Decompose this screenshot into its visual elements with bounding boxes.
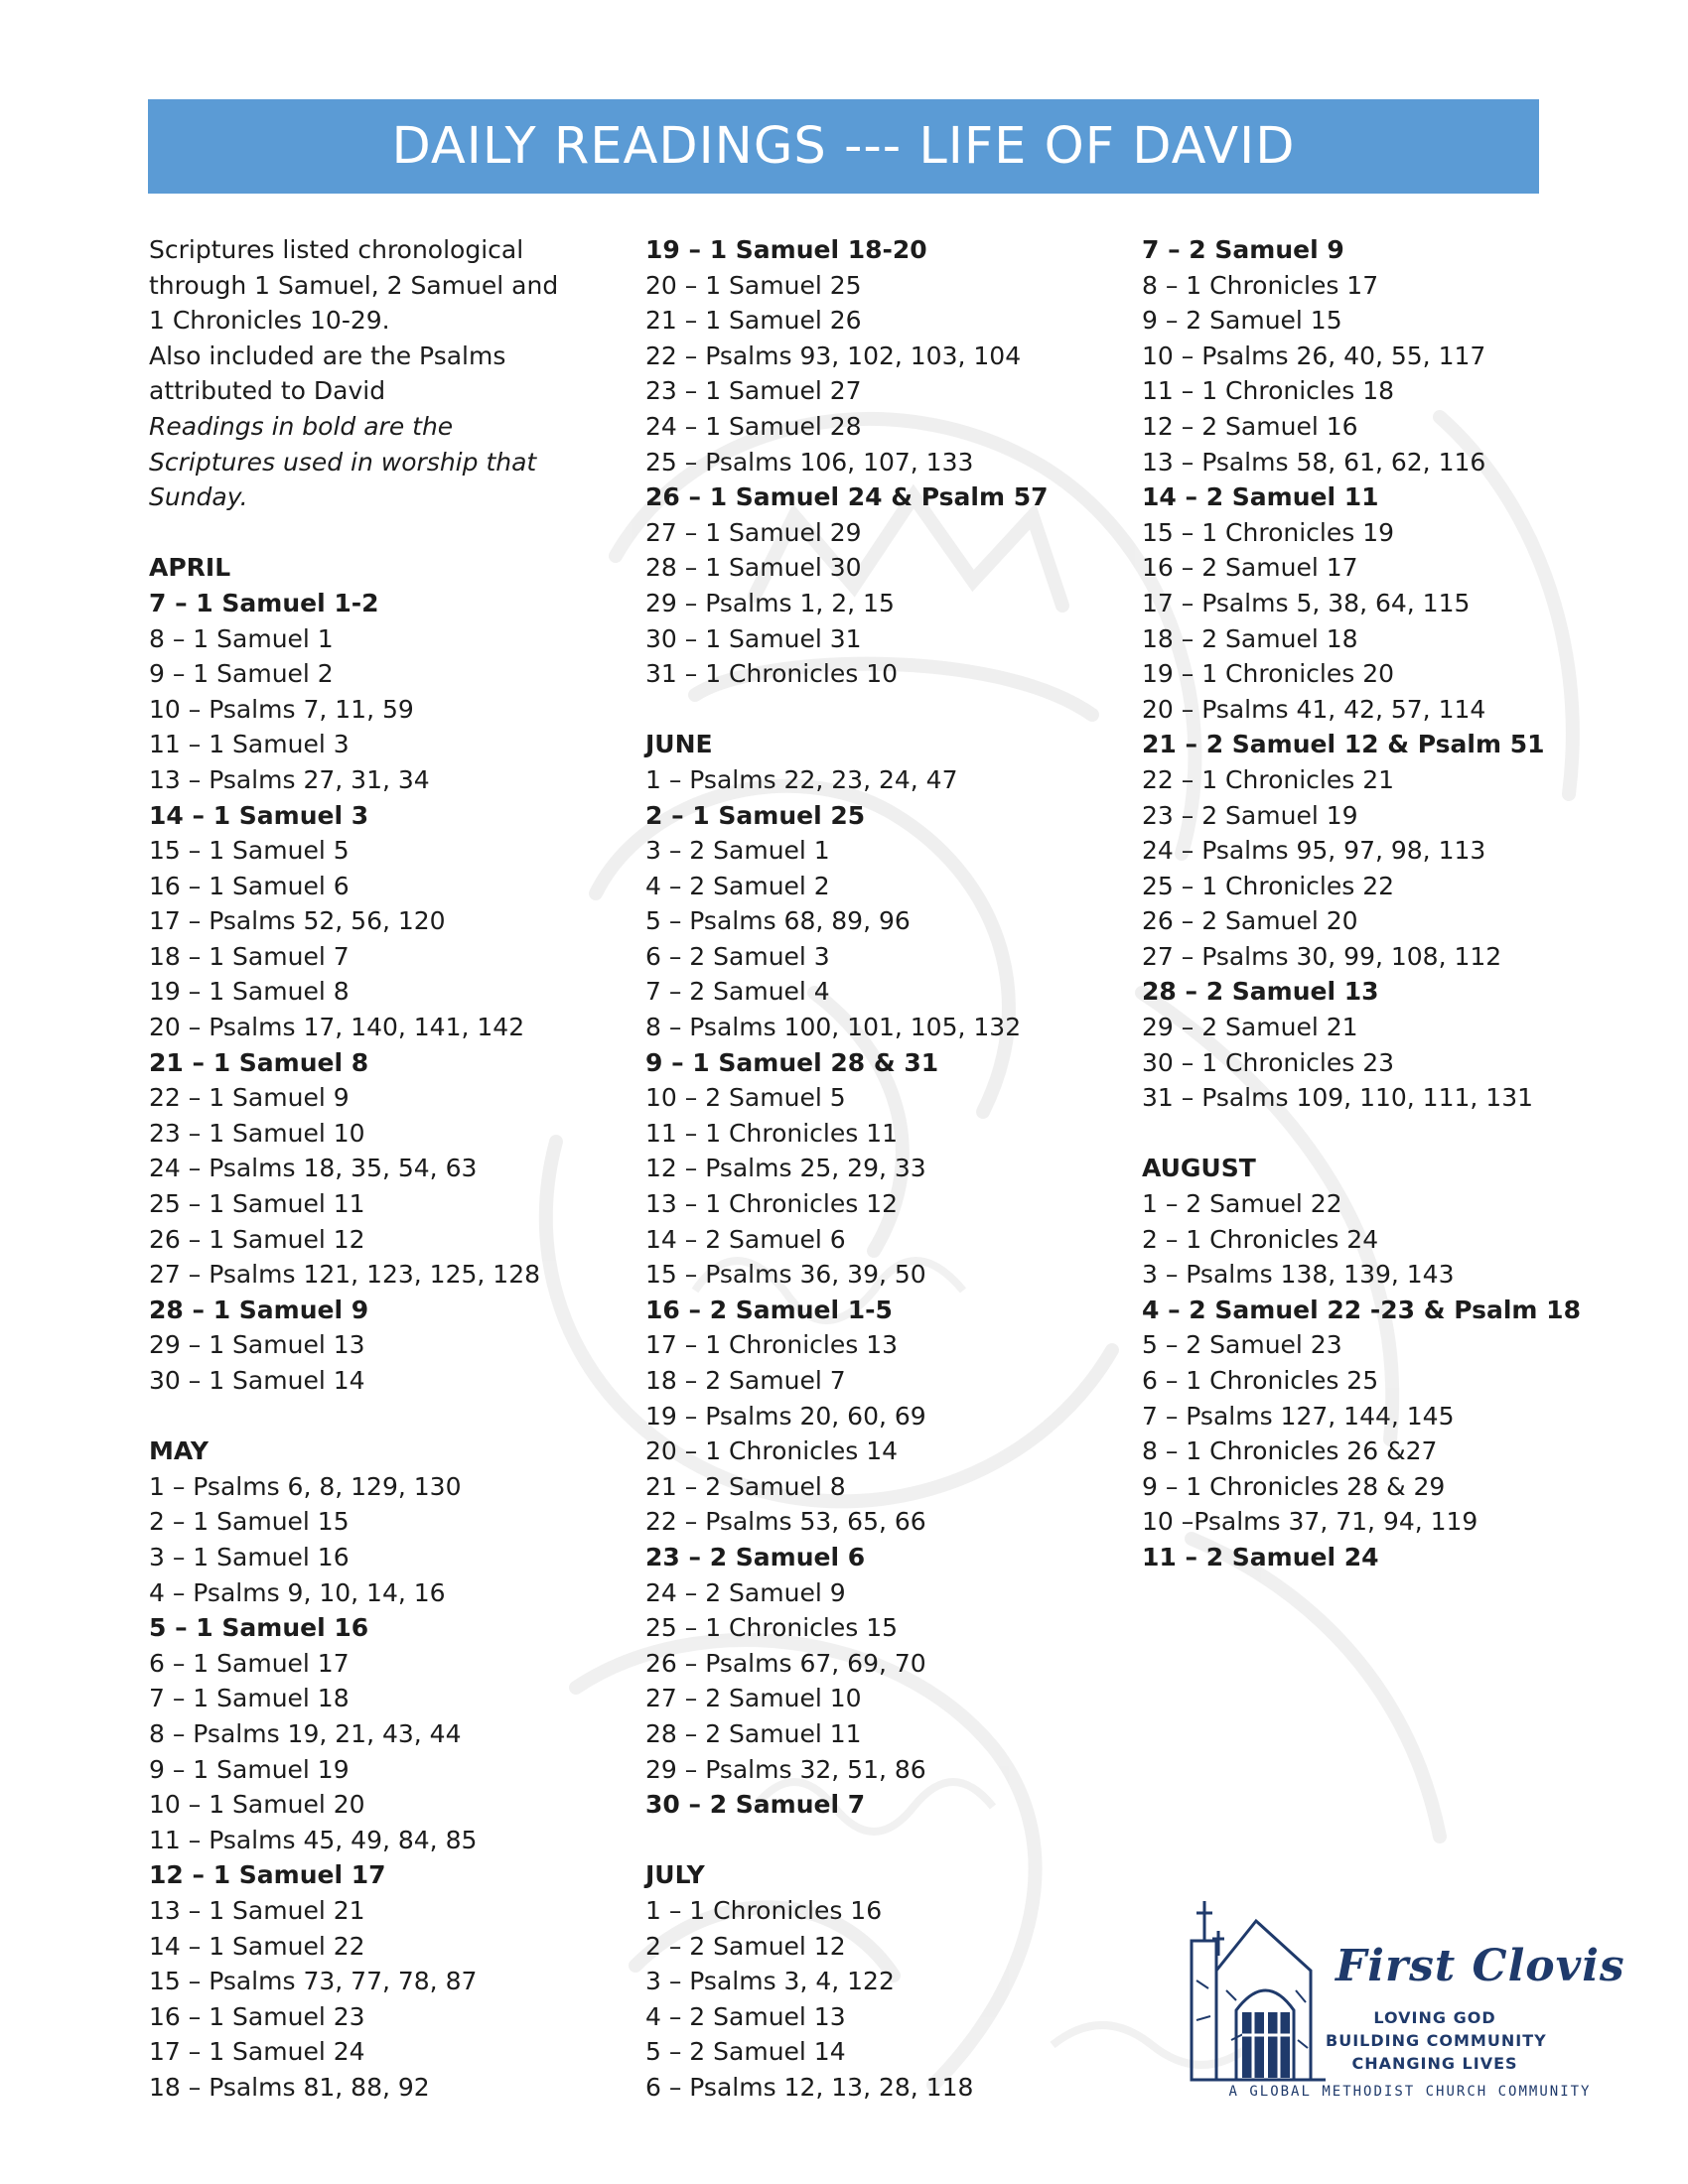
reading-entry: 15 – 1 Chronicles 19 [1142, 517, 1395, 547]
reading-entry: 20 – 1 Chronicles 14 [645, 1436, 899, 1466]
reading-entry: 27 – Psalms 30, 99, 108, 112 [1142, 941, 1502, 971]
reading-entry-bold: 7 – 1 Samuel 1-2 [149, 588, 379, 617]
reading-entry: 8 – 1 Chronicles 17 [1142, 270, 1379, 300]
reading-entry: 15 – Psalms 36, 39, 50 [645, 1260, 926, 1290]
reading-entry-bold: 9 – 1 Samuel 28 & 31 [645, 1047, 939, 1077]
logo-name: First Clovis [1336, 1941, 1625, 1991]
reading-entry: 6 – 2 Samuel 3 [645, 941, 830, 971]
reading-entry: 27 – 2 Samuel 10 [645, 1684, 862, 1713]
reading-entry: 2 – 2 Samuel 12 [645, 1931, 846, 1961]
reading-entry-bold: 4 – 2 Samuel 22 -23 & Psalm 18 [1142, 1295, 1581, 1324]
reading-entry: 21 – 1 Samuel 26 [645, 306, 862, 336]
reading-entry-bold: 16 – 2 Samuel 1-5 [645, 1295, 893, 1324]
spacer [149, 1399, 566, 1434]
reading-entry: 6 – 1 Chronicles 25 [1142, 1366, 1379, 1395]
reading-entry: 11 – Psalms 45, 49, 84, 85 [149, 1825, 478, 1854]
reading-entry: 7 – 1 Samuel 18 [149, 1684, 350, 1713]
month-heading: JULY [645, 1860, 705, 1890]
reading-entry: 8 – Psalms 19, 21, 43, 44 [149, 1718, 462, 1748]
reading-entry: 10 – Psalms 7, 11, 59 [149, 694, 414, 724]
reading-entry: 28 – 1 Samuel 30 [645, 553, 862, 583]
reading-entry: 8 – 1 Samuel 1 [149, 623, 334, 653]
reading-entry: 16 – 1 Samuel 23 [149, 2001, 365, 2031]
reading-entry: 10 – Psalms 26, 40, 55, 117 [1142, 341, 1486, 370]
reading-entry: 9 – 1 Samuel 2 [149, 659, 334, 689]
reading-entry-bold: 30 – 2 Samuel 7 [645, 1790, 866, 1820]
reading-entry: 29 – 2 Samuel 21 [1142, 1013, 1358, 1042]
reading-entry-bold: 2 – 1 Samuel 25 [645, 800, 866, 830]
reading-entry: 15 – Psalms 73, 77, 78, 87 [149, 1967, 478, 1996]
reading-entry: 8 – Psalms 100, 101, 105, 132 [645, 1013, 1022, 1042]
reading-entry-bold: 21 – 1 Samuel 8 [149, 1047, 369, 1077]
reading-entry: 4 – Psalms 9, 10, 14, 16 [149, 1577, 446, 1607]
page-title: DAILY READINGS --- LIFE OF DAVID [391, 117, 1296, 176]
reading-entry: 25 – 1 Chronicles 22 [1142, 871, 1395, 900]
reading-entry: 26 – 1 Samuel 12 [149, 1224, 365, 1254]
reading-entry: 6 – Psalms 12, 13, 28, 118 [645, 2072, 974, 2102]
reading-entry: 31 – 1 Chronicles 10 [645, 659, 899, 689]
reading-entry: 11 – 1 Chronicles 11 [645, 1118, 899, 1148]
reading-entry: 1 – 2 Samuel 22 [1142, 1189, 1342, 1219]
reading-entry: 30 – 1 Chronicles 23 [1142, 1047, 1395, 1077]
reading-entry: 31 – Psalms 109, 110, 111, 131 [1142, 1083, 1534, 1113]
reading-entry: 18 – 2 Samuel 7 [645, 1366, 846, 1395]
header-banner [148, 99, 1539, 194]
reading-entry: 9 – 2 Samuel 15 [1142, 306, 1342, 336]
reading-entry: 1 – Psalms 6, 8, 129, 130 [149, 1471, 462, 1501]
reading-entry: 18 – 1 Samuel 7 [149, 941, 350, 971]
reading-entry: 18 – Psalms 81, 88, 92 [149, 2072, 430, 2102]
reading-entry: 4 – 2 Samuel 13 [645, 2001, 846, 2031]
reading-entry: 19 – 1 Samuel 8 [149, 977, 350, 1007]
reading-entry-bold: 5 – 1 Samuel 16 [149, 1613, 369, 1643]
intro-line: 1 Chronicles 10-29. [149, 306, 390, 336]
intro-line: through 1 Samuel, 2 Samuel and [149, 270, 559, 300]
reading-entry-bold: 26 – 1 Samuel 24 & Psalm 57 [645, 482, 1049, 512]
reading-entry: 17 – 1 Chronicles 13 [645, 1330, 899, 1360]
reading-entry: 17 – Psalms 52, 56, 120 [149, 906, 446, 936]
reading-entry: 22 – Psalms 93, 102, 103, 104 [645, 341, 1022, 370]
reading-entry: 1 – 1 Chronicles 16 [645, 1895, 883, 1925]
reading-list-col-0 [149, 550, 566, 2105]
logo-tagline: BUILDING COMMUNITY [1326, 2031, 1547, 2050]
reading-entry: 5 – 2 Samuel 14 [645, 2037, 846, 2067]
spacer [1142, 1116, 1579, 1152]
intro-line: attributed to David [149, 376, 386, 406]
reading-list-col-2 [1142, 232, 1579, 1575]
logo-tagline: CHANGING LIVES [1351, 2054, 1518, 2073]
reading-entry: 12 – Psalms 25, 29, 33 [645, 1154, 926, 1183]
intro-line: Scriptures listed chronological [149, 235, 524, 264]
reading-entry-bold: 14 – 2 Samuel 11 [1142, 482, 1379, 512]
reading-entry: 21 – 2 Samuel 8 [645, 1471, 846, 1501]
reading-entry: 30 – 1 Samuel 14 [149, 1366, 365, 1395]
spacer [645, 692, 1102, 728]
reading-entry: 7 – Psalms 127, 144, 145 [1142, 1401, 1455, 1431]
reading-entry: 24 – 1 Samuel 28 [645, 411, 862, 441]
intro-italic-line: Sunday. [149, 482, 248, 512]
reading-entry-bold: 21 – 2 Samuel 12 & Psalm 51 [1142, 730, 1545, 759]
reading-entry: 13 – Psalms 27, 31, 34 [149, 764, 430, 794]
reading-entry: 24 – 2 Samuel 9 [645, 1577, 846, 1607]
reading-entry: 22 – 1 Chronicles 21 [1142, 764, 1395, 794]
reading-entry: 9 – 1 Samuel 19 [149, 1754, 350, 1784]
reading-entry: 20 – Psalms 41, 42, 57, 114 [1142, 694, 1486, 724]
reading-entry-bold: 23 – 2 Samuel 6 [645, 1542, 866, 1571]
reading-entry: 26 – Psalms 67, 69, 70 [645, 1648, 926, 1678]
intro-italic-line: Scriptures used in worship that [149, 447, 537, 477]
reading-entry: 29 – Psalms 1, 2, 15 [645, 588, 895, 617]
reading-entry: 29 – 1 Samuel 13 [149, 1330, 365, 1360]
reading-entry: 22 – 1 Samuel 9 [149, 1083, 350, 1113]
reading-entry: 2 – 1 Chronicles 24 [1142, 1224, 1379, 1254]
reading-entry: 19 – Psalms 20, 60, 69 [645, 1401, 926, 1431]
church-building-icon [1177, 1901, 1336, 2090]
reading-entry-bold: 28 – 2 Samuel 13 [1142, 977, 1379, 1007]
reading-entry: 30 – 1 Samuel 31 [645, 623, 862, 653]
logo-tagline: LOVING GOD [1373, 2008, 1496, 2027]
reading-entry: 17 – 1 Samuel 24 [149, 2037, 365, 2067]
reading-entry: 16 – 2 Samuel 17 [1142, 553, 1358, 583]
reading-entry: 3 – Psalms 3, 4, 122 [645, 1967, 895, 1996]
intro-line: Also included are the Psalms [149, 341, 506, 370]
reading-entry: 7 – 2 Samuel 4 [645, 977, 830, 1007]
reading-entry: 10 –Psalms 37, 71, 94, 119 [1142, 1507, 1478, 1537]
reading-entry: 27 – 1 Samuel 29 [645, 517, 862, 547]
reading-entry: 1 – Psalms 22, 23, 24, 47 [645, 764, 958, 794]
reading-entry: 9 – 1 Chronicles 28 & 29 [1142, 1471, 1446, 1501]
reading-list-col-1 [645, 232, 1102, 2105]
reading-entry: 6 – 1 Samuel 17 [149, 1648, 350, 1678]
reading-entry: 13 – Psalms 58, 61, 62, 116 [1142, 447, 1486, 477]
intro-italic-line: Readings in bold are the [149, 411, 454, 441]
reading-entry: 28 – 2 Samuel 11 [645, 1718, 862, 1748]
reading-entry: 3 – Psalms 138, 139, 143 [1142, 1260, 1455, 1290]
reading-entry-bold: 12 – 1 Samuel 17 [149, 1860, 386, 1890]
reading-entry: 24 – Psalms 18, 35, 54, 63 [149, 1154, 478, 1183]
reading-entry: 16 – 1 Samuel 6 [149, 871, 350, 900]
reading-entry: 8 – 1 Chronicles 26 &27 [1142, 1436, 1438, 1466]
reading-entry: 14 – 1 Samuel 22 [149, 1931, 365, 1961]
reading-entry: 25 – 1 Chronicles 15 [645, 1613, 899, 1643]
column-right [1142, 232, 1579, 1575]
reading-entry: 17 – Psalms 5, 38, 64, 115 [1142, 588, 1471, 617]
intro-text [149, 232, 566, 515]
reading-entry: 5 – Psalms 68, 89, 96 [645, 906, 911, 936]
month-heading: JUNE [645, 730, 713, 759]
logo-subtitle: A GLOBAL METHODIST CHURCH COMMUNITY [1228, 2084, 1592, 2100]
reading-entry: 19 – 1 Chronicles 20 [1142, 659, 1395, 689]
reading-entry: 3 – 1 Samuel 16 [149, 1542, 350, 1571]
reading-entry-bold: 7 – 2 Samuel 9 [1142, 235, 1344, 264]
reading-entry: 10 – 2 Samuel 5 [645, 1083, 846, 1113]
reading-entry: 13 – 1 Samuel 21 [149, 1895, 365, 1925]
reading-entry-bold: 19 – 1 Samuel 18-20 [645, 235, 927, 264]
reading-entry: 3 – 2 Samuel 1 [645, 836, 830, 866]
reading-entry: 25 – Psalms 106, 107, 133 [645, 447, 974, 477]
month-heading: MAY [149, 1436, 209, 1466]
column-middle [645, 232, 1102, 2105]
month-heading: APRIL [149, 553, 231, 583]
reading-entry: 11 – 1 Chronicles 18 [1142, 376, 1395, 406]
reading-entry: 23 – 1 Samuel 27 [645, 376, 862, 406]
month-heading: AUGUST [1142, 1154, 1256, 1183]
reading-entry: 26 – 2 Samuel 20 [1142, 906, 1358, 936]
reading-entry-bold: 11 – 2 Samuel 24 [1142, 1542, 1379, 1571]
reading-entry: 23 – 2 Samuel 19 [1142, 800, 1358, 830]
reading-entry: 18 – 2 Samuel 18 [1142, 623, 1358, 653]
reading-entry: 20 – 1 Samuel 25 [645, 270, 862, 300]
reading-entry: 24 – Psalms 95, 97, 98, 113 [1142, 836, 1486, 866]
reading-entry: 29 – Psalms 32, 51, 86 [645, 1754, 926, 1784]
reading-entry: 25 – 1 Samuel 11 [149, 1189, 365, 1219]
reading-entry: 12 – 2 Samuel 16 [1142, 411, 1358, 441]
reading-entry: 22 – Psalms 53, 65, 66 [645, 1507, 926, 1537]
spacer [645, 1823, 1102, 1858]
reading-entry-bold: 14 – 1 Samuel 3 [149, 800, 369, 830]
reading-entry: 15 – 1 Samuel 5 [149, 836, 350, 866]
spacer [149, 515, 566, 551]
reading-entry: 4 – 2 Samuel 2 [645, 871, 830, 900]
column-left [149, 232, 566, 2105]
reading-entry-bold: 28 – 1 Samuel 9 [149, 1295, 369, 1324]
reading-entry: 10 – 1 Samuel 20 [149, 1790, 365, 1820]
reading-entry: 27 – Psalms 121, 123, 125, 128 [149, 1260, 541, 1290]
reading-entry: 13 – 1 Chronicles 12 [645, 1189, 899, 1219]
reading-entry: 11 – 1 Samuel 3 [149, 730, 350, 759]
reading-entry: 2 – 1 Samuel 15 [149, 1507, 350, 1537]
reading-entry: 23 – 1 Samuel 10 [149, 1118, 365, 1148]
reading-entry: 5 – 2 Samuel 23 [1142, 1330, 1342, 1360]
reading-entry: 20 – Psalms 17, 140, 141, 142 [149, 1013, 525, 1042]
reading-entry: 14 – 2 Samuel 6 [645, 1224, 846, 1254]
church-logo [1177, 1901, 1625, 2115]
